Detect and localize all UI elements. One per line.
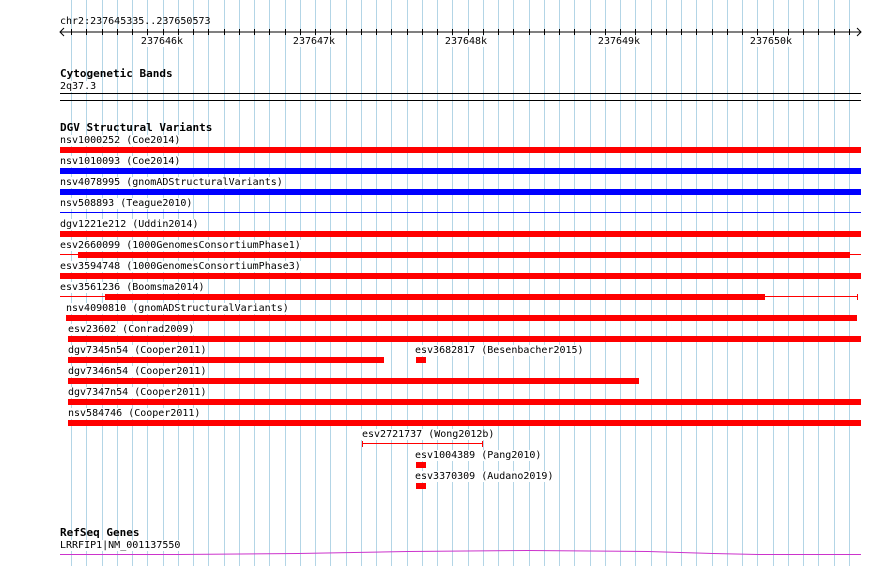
feature-label: dgv1221e212 (Uddin2014) [60,219,199,230]
ruler-tick-mark [788,29,789,35]
variant-feature[interactable] [78,252,850,258]
ruler-tick-mark [498,29,499,35]
variant-feature[interactable] [60,273,861,279]
variant-feature[interactable] [66,315,857,321]
ruler-tick-mark [742,29,743,35]
ruler-tick-mark [437,29,438,35]
ruler-tick-mark [239,29,240,35]
ruler-tick-mark [757,29,758,35]
ruler-tick-mark [605,29,606,35]
ruler-tick-mark [681,29,682,35]
feature-label: esv1004389 (Pang2010) [415,450,542,461]
variant-feature[interactable] [68,357,384,363]
feature-label: dgv7346n54 (Cooper2011) [68,366,207,377]
ruler-tick-mark [574,29,575,35]
ruler-tick-mark [849,29,850,35]
ruler-tick-mark [376,29,377,35]
ruler-tick-mark [803,29,804,35]
ruler-tick-mark [651,29,652,35]
cytoband-bar[interactable] [60,93,861,94]
variant-feature[interactable] [105,294,765,300]
ruler-tick-mark [696,29,697,35]
feature-label: esv3370309 (Audano2019) [415,471,554,482]
ruler-tick-mark [513,29,514,35]
ruler-tick-mark [254,29,255,35]
gene-model[interactable] [58,546,864,558]
tick-label: 237646k [140,36,184,47]
ruler-tick-mark [346,29,347,35]
ruler-tick-mark [590,29,591,35]
ruler-tick-mark [529,29,530,35]
ruler-tick-mark [178,29,179,35]
variant-end-tick [482,441,483,447]
ruler-tick-mark [635,29,636,35]
feature-label: nsv4090810 (gnomADStructuralVariants) [66,303,289,314]
ruler-tick-mark [407,29,408,35]
ruler-tick-mark [391,29,392,35]
ruler-tick-mark [208,29,209,35]
feature-label: esv3561236 (Boomsma2014) [60,282,205,293]
ruler-tick-mark [147,29,148,35]
feature-label: nsv584746 (Cooper2011) [68,408,201,419]
variant-feature[interactable] [68,378,639,384]
variant-feature[interactable] [416,357,426,363]
tick-label: 237649k [597,36,641,47]
tick-label: 237648k [444,36,488,47]
variant-feature[interactable] [68,336,861,342]
ruler-tick-mark [330,29,331,35]
feature-label: esv23602 (Conrad2009) [68,324,195,335]
feature-label: dgv7345n54 (Cooper2011) [68,345,207,356]
variant-feature[interactable] [68,420,861,426]
variant-feature[interactable] [60,231,861,237]
ruler-tick-mark [224,29,225,35]
variant-feature[interactable] [68,399,861,405]
ruler-tick-mark [483,29,484,35]
ruler-tick-mark [86,29,87,35]
variant-feature[interactable] [60,168,861,174]
feature-label: esv2660099 (1000GenomesConsortiumPhase1) [60,240,301,251]
ruler-tick-mark [71,29,72,35]
variant-end-tick [857,294,858,300]
feature-label: esv3594748 (1000GenomesConsortiumPhase3) [60,261,301,272]
ruler-tick-mark [300,29,301,35]
ruler-tick-mark [193,29,194,35]
cytoband-label: 2q37.3 [60,81,97,92]
feature-label: nsv508893 (Teague2010) [60,198,193,209]
ruler-tick-mark [102,29,103,35]
ruler-tick-mark [132,29,133,35]
gene-label: LRRFIP1|NM_001137550 [60,540,181,551]
ruler-tick-mark [620,29,621,35]
ruler-tick-mark [285,29,286,35]
cytoband-track-title: Cytogenetic Bands [60,67,173,80]
ruler-tick-mark [773,29,774,35]
ruler-tick-mark [544,29,545,35]
ruler-tick-mark [559,29,560,35]
tick-label: 237650k [749,36,793,47]
region-coordinates: chr2:237645335..237650573 [60,16,211,27]
ruler-tick-mark [712,29,713,35]
feature-label: esv3682817 (Besenbacher2015) [415,345,584,356]
tick-label: 237647k [292,36,336,47]
ruler-tick-mark [361,29,362,35]
feature-label: nsv1010093 (Coe2014) [60,156,181,167]
dgv-track-title: DGV Structural Variants [60,121,213,134]
ruler-tick-mark [117,29,118,35]
variant-feature[interactable] [416,483,426,489]
variant-feature[interactable] [416,462,426,468]
refseq-track-title: RefSeq Genes [60,526,140,539]
variant-feature[interactable] [60,212,861,213]
variant-feature[interactable] [60,147,861,153]
variant-feature[interactable] [362,443,483,444]
ruler-tick-mark [269,29,270,35]
feature-label: dgv7347n54 (Cooper2011) [68,387,207,398]
ruler-tick-mark [468,29,469,35]
feature-label: nsv1000252 (Coe2014) [60,135,181,146]
ruler-tick-mark [834,29,835,35]
ruler-tick-mark [452,29,453,35]
ruler-tick-mark [315,29,316,35]
variant-end-tick [362,441,363,447]
feature-label: esv2721737 (Wong2012b) [362,429,495,440]
ruler-tick-mark [163,29,164,35]
ruler-tick-mark [818,29,819,35]
ruler-tick-mark [422,29,423,35]
track-separator [60,100,861,101]
variant-feature[interactable] [60,189,861,195]
ruler-tick-mark [727,29,728,35]
feature-label: nsv4078995 (gnomADStructuralVariants) [60,177,283,188]
ruler-tick-mark [666,29,667,35]
